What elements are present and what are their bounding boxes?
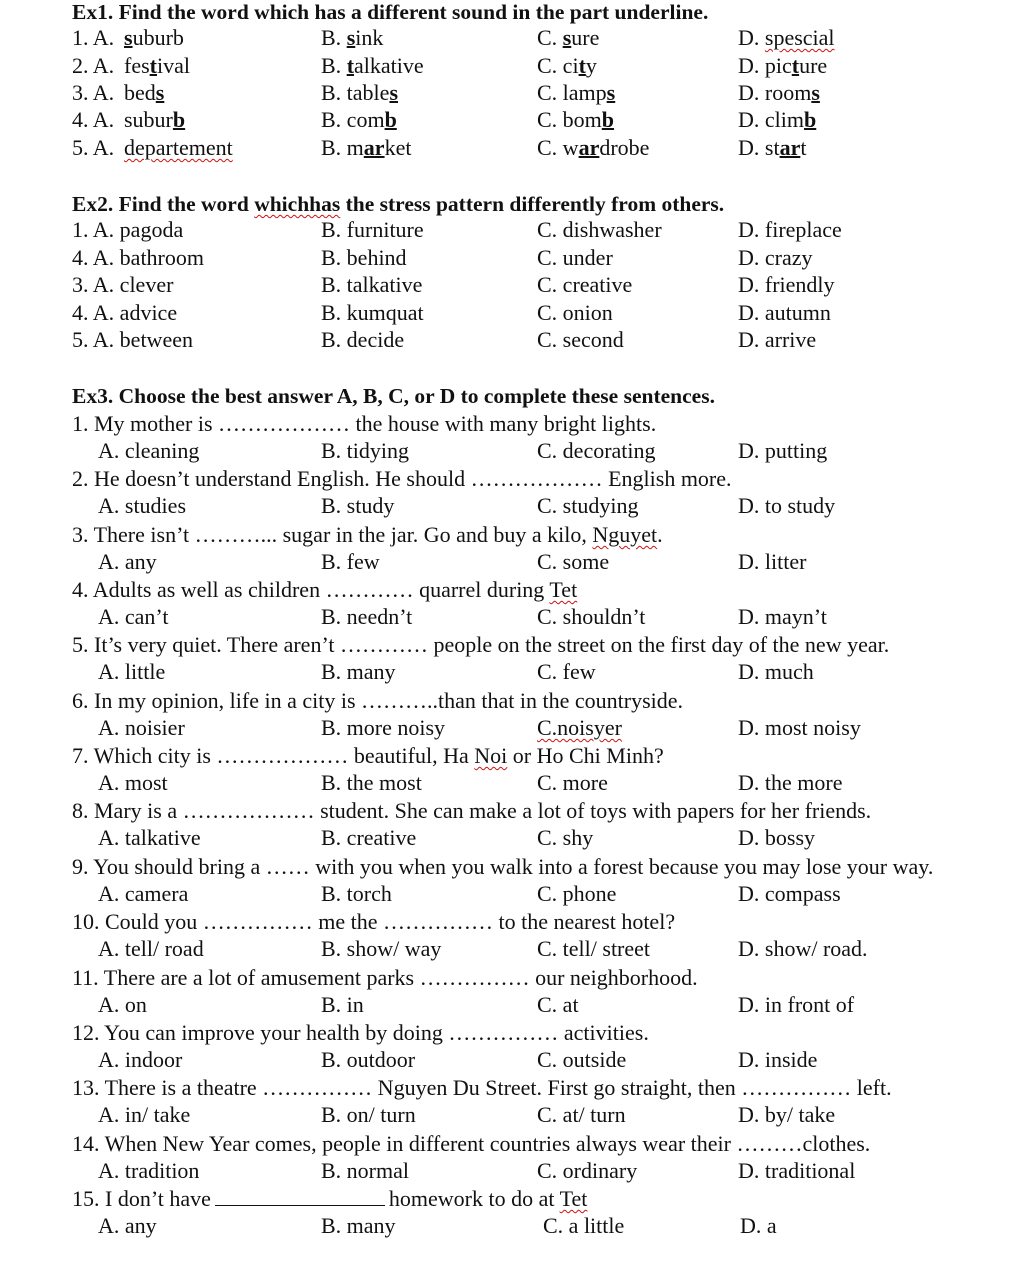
ex3-q3-option-c[interactable]: C. some [537,549,610,574]
ex3-question-4 [72,577,577,603]
ex3-q10-option-c[interactable]: C. tell/ street [537,936,651,961]
ex3-q15-pre: 15. I don’t have [72,1186,211,1211]
ex2-title-post: the stress pattern differently from others. [340,192,725,216]
ex3-q9-option-a[interactable]: A. camera [98,881,189,906]
ex1-row-1-b-pre: B. [321,25,347,50]
ex1-row-3-number: 3. A. [72,80,115,105]
ex1-row-3-d-underlined: s [811,80,820,105]
ex1-row-5-option-a[interactable] [124,135,233,161]
ex3-q14-option-c[interactable]: C. ordinary [537,1158,638,1183]
ex1-row-4-a-pre: subur [124,107,173,132]
ex1-row-2-c-underlined: t [578,53,586,78]
ex3-q15-option-c[interactable]: C. a little [543,1213,625,1238]
ex1-row-1-b-post: ink [355,25,384,50]
ex3-q7-option-a[interactable]: A. most [98,770,168,795]
ex1-row-1-number: 1. A. [72,25,115,50]
ex3-q4-option-d[interactable]: D. mayn’t [738,604,827,629]
ex3-q4-option-c[interactable]: C. shouldn’t [537,604,646,629]
ex3-question-10: 10. Could you …………… me the …………… to the nearest hotel? [72,909,676,934]
ex1-row-5-c-pre: C. w [537,135,579,160]
ex1-row-2-d-underlined: t [791,53,800,78]
ex3-q2-option-a[interactable]: A. studies [98,493,186,518]
ex3-q5-option-b[interactable]: B. many [321,659,396,684]
ex1-row-2-option-c[interactable] [537,53,597,79]
ex1-row-2-c-pre: C. ci [537,53,579,78]
ex3-q3-option-a[interactable]: A. any [98,549,157,574]
ex1-row-5-option-b[interactable] [321,135,411,161]
ex3-q1-option-b[interactable]: B. tidying [321,438,410,463]
ex1-row-3-c-pre: C. lamp [537,80,607,105]
ex1-row-3-c-underlined: s [606,80,616,105]
ex3-q14-option-b[interactable]: B. normal [321,1158,409,1183]
ex1-row-2-a-pre: fes [124,53,150,78]
ex3-q5-option-a[interactable]: A. little [98,659,166,684]
ex3-q1-option-a[interactable]: A. cleaning [98,438,200,463]
ex2-row-2-option-b[interactable]: B. behind [321,245,407,270]
ex3-question-1: 1. My mother is ……………… the house with many bright lights. [72,411,657,436]
ex3-title: Ex3. Choose the best answer A, B, C, or D to complete these sentences. [72,384,715,408]
ex3-question-2: 2. He doesn’t understand English. He should ……………… English more. [72,466,732,491]
ex1-row-2-b-pre: B. [321,53,347,78]
ex3-q3-wavy: Nguyet [592,522,658,547]
ex2-row-5-option-c[interactable]: C. second [537,327,624,352]
ex1-row-4-option-c[interactable] [537,107,614,133]
ex1-row-2-number: 2. A. [72,53,115,78]
ex3-q11-option-a[interactable]: A. on [98,992,147,1017]
ex3-q5-option-c[interactable]: C. few [537,659,596,684]
ex2-row-5-option-a[interactable]: 5. A. between [72,327,193,352]
ex1-row-2-b-post: alkative [354,53,424,78]
ex3-q7-option-d[interactable]: D. the more [738,770,843,795]
ex1-row-2-option-b[interactable] [321,53,424,79]
ex2-row-1-option-c[interactable]: C. dishwasher [537,217,662,242]
ex3-question-12: 12. You can improve your health by doing …………… activities. [72,1020,649,1045]
ex3-q3-option-d[interactable]: D. litter [738,549,807,574]
ex2-row-2-option-c[interactable]: C. under [537,245,613,270]
ex1-row-2-a-underlined: t [149,53,157,78]
ex3-question-13: 13. There is a theatre …………… Nguyen Du Street. First go straight, then …………… left. [72,1075,892,1100]
ex1-row-4-d-pre: D. clim [738,107,804,132]
ex1-row-4-c-pre: C. bom [537,107,602,132]
ex1-row-1-option-b[interactable] [321,25,383,51]
ex3-q7-wavy: Noi [474,743,508,768]
ex3-q3-post: . [657,522,663,547]
ex1-row-4-a-underlined: b [172,107,186,132]
ex1-row-1-c-post: ure [571,25,600,50]
ex3-q3-pre: 3. There isn’t ………... sugar in the jar. Go and buy a kilo, [72,522,593,547]
ex3-q7-pre: 7. Which city is ……………… beautiful, Ha [72,743,475,768]
ex1-row-5-b-underlined: ar [363,135,385,160]
ex2-row-5-option-d[interactable]: D. arrive [738,327,817,352]
ex3-question-5: 5. It’s very quiet. There aren’t ………… people on the street on the first day of the new year. [72,632,890,657]
ex2-row-5-option-b[interactable]: B. decide [321,327,405,352]
ex1-row-5-option-c[interactable] [537,135,649,161]
ex3-q1-option-c[interactable]: C. decorating [537,438,656,463]
ex1-row-2-a-post: ival [156,53,190,78]
ex3-q7-option-b[interactable]: B. the most [321,770,422,795]
ex2-row-3-option-b[interactable]: B. talkative [321,272,423,297]
ex1-row-1-option-d[interactable] [738,25,835,51]
ex2-row-1-option-d[interactable]: D. fireplace [738,217,842,242]
ex3-q12-option-c[interactable]: C. outside [537,1047,627,1072]
ex3-q15-option-b[interactable]: B. many [321,1213,396,1238]
ex3-q7-option-c[interactable]: C. more [537,770,608,795]
ex1-row-2-option-a[interactable] [124,53,190,79]
ex3-q3-option-b[interactable]: B. few [321,549,380,574]
ex3-q2-option-d[interactable]: D. to study [738,493,836,518]
ex2-row-1-option-b[interactable]: B. furniture [321,217,424,242]
ex3-q9-option-c[interactable]: C. phone [537,881,617,906]
ex3-q12-option-b[interactable]: B. outdoor [321,1047,416,1072]
ex3-q12-option-d[interactable]: D. inside [738,1047,818,1072]
ex3-q4-option-b[interactable]: B. needn’t [321,604,413,629]
ex2-row-4-option-d[interactable]: D. autumn [738,300,831,325]
ex3-q8-option-a[interactable]: A. talkative [98,825,201,850]
ex3-question-7 [72,743,664,769]
ex3-q9-option-d[interactable]: D. compass [738,881,841,906]
ex3-q9-option-b[interactable]: B. torch [321,881,392,906]
ex1-row-5-c-post: drobe [599,135,650,160]
ex3-question-11: 11. There are a lot of amusement parks …………… our neighborhood. [72,965,698,990]
ex1-row-1-a-post: uburb [132,25,184,50]
ex1-row-3-d-pre: D. room [738,80,812,105]
ex3-q6-option-a[interactable]: A. noisier [98,715,185,740]
ex1-row-2-option-d[interactable] [738,53,827,79]
ex3-q8-option-c[interactable]: C. shy [537,825,594,850]
ex2-row-4-option-c[interactable]: C. onion [537,300,613,325]
ex1-row-3-option-d[interactable] [738,80,820,106]
ex2-title-pre: Ex2. Find the word [72,192,255,216]
ex3-question-3 [72,522,663,548]
ex3-q15-mid: homework to do at [388,1186,560,1211]
ex2-row-4-option-b[interactable]: B. kumquat [321,300,424,325]
ex2-row-2-option-a[interactable]: 4. A. bathroom [72,245,204,270]
ex1-row-5-a-word: departement [124,135,233,160]
ex3-q5-option-d[interactable]: D. much [738,659,814,684]
ex2-row-3-option-a[interactable]: 3. A. clever [72,272,174,297]
ex1-row-4-b-pre: B. com [321,107,385,132]
ex1-row-3-option-a[interactable] [124,80,164,106]
ex3-q2-option-c[interactable]: C. studying [537,493,639,518]
ex3-q15-blank[interactable] [215,1187,385,1206]
ex3-q13-option-c[interactable]: C. at/ turn [537,1102,626,1127]
ex1-row-4-d-underlined: b [804,107,817,132]
ex3-q6-option-c[interactable] [537,715,622,741]
ex3-q4-pre: 4. Adults as well as children ………… quarrel during [72,577,550,602]
ex1-row-1-d-word: spescial [764,25,835,50]
ex2-row-4-option-a[interactable]: 4. A. advice [72,300,178,325]
ex3-q6-option-d[interactable]: D. most noisy [738,715,861,740]
ex1-row-3-option-c[interactable] [537,80,615,106]
ex3-q13-option-b[interactable]: B. on/ turn [321,1102,416,1127]
ex1-row-4-option-b[interactable] [321,107,397,133]
ex1-row-3-a-underlined: s [155,80,165,105]
ex1-row-5-d-pre: D. st [738,135,780,160]
ex3-q15-wavy: Tet [559,1186,588,1211]
ex1-row-4-b-underlined: b [384,107,397,132]
ex3-q2-option-b[interactable]: B. study [321,493,395,518]
ex3-q13-option-d[interactable]: D. by/ take [738,1102,836,1127]
ex3-q11-option-d[interactable]: D. in front of [738,992,855,1017]
ex3-q4-option-a[interactable]: A. can’t [98,604,169,629]
ex3-q12-option-a[interactable]: A. indoor [98,1047,183,1072]
ex1-row-2-d-post: ure [799,53,828,78]
ex3-q6-c-wavy: C.noisyer [537,715,622,740]
ex3-question-15 [72,1186,587,1212]
ex1-row-5-c-underlined: ar [578,135,600,160]
ex3-q11-option-c[interactable]: C. at [537,992,579,1017]
ex1-row-1-option-c[interactable] [537,25,599,51]
ex3-q10-option-a[interactable]: A. tell/ road [98,936,204,961]
ex1-row-1-d-prefix: D. [738,25,765,50]
ex1-row-5-option-d[interactable] [738,135,806,161]
ex3-q15-option-d[interactable]: D. a [740,1213,777,1238]
ex1-row-2-b-underlined: t [346,53,355,78]
ex2-row-1-option-a[interactable]: 1. A. pagoda [72,217,184,242]
ex3-question-9: 9. You should bring a …… with you when you walk into a forest because you may lose your way. [72,854,934,879]
ex1-row-1-a-underlined: s [124,25,133,50]
ex1-title: Ex1. Find the word which has a different sound in the part underline. [72,0,709,24]
ex1-row-3-b-underlined: s [389,80,398,105]
ex3-q14-option-a[interactable]: A. tradition [98,1158,200,1183]
ex3-q13-option-a[interactable]: A. in/ take [98,1102,191,1127]
ex3-q11-option-b[interactable]: B. in [321,992,364,1017]
ex3-q14-option-d[interactable]: D. traditional [738,1158,856,1183]
ex1-row-4-option-a[interactable] [124,107,185,133]
ex3-q4-wavy: Tet [549,577,578,602]
ex1-row-5-b-pre: B. m [321,135,364,160]
ex3-q15-option-a[interactable]: A. any [98,1213,157,1238]
ex1-row-2-d-pre: D. pic [738,53,792,78]
ex2-row-2-option-d[interactable]: D. crazy [738,245,813,270]
ex1-row-2-c-post: y [585,53,597,78]
ex2-row-3-option-d[interactable]: D. friendly [738,272,835,297]
ex1-row-4-c-underlined: b [601,107,615,132]
ex3-question-14: 14. When New Year comes, people in different countries always wear their ………clothes. [72,1131,871,1156]
ex1-row-4-number: 4. A. [72,107,115,132]
ex1-row-1-b-underlined: s [346,25,356,50]
ex3-q10-option-b[interactable]: B. show/ way [321,936,442,961]
ex3-q8-option-b[interactable]: B. creative [321,825,417,850]
ex3-q1-option-d[interactable]: D. putting [738,438,828,463]
ex1-row-5-b-post: ket [384,135,412,160]
ex1-row-3-b-pre: B. table [321,80,390,105]
ex1-row-1-c-pre: C. [537,25,563,50]
ex3-q8-option-d[interactable]: D. bossy [738,825,816,850]
ex1-row-5-d-underlined: ar [779,135,801,160]
ex1-row-3-a-pre: bed [124,80,156,105]
ex2-row-3-option-c[interactable]: C. creative [537,272,633,297]
ex1-row-3-option-b[interactable] [321,80,398,106]
ex2-title-wavy: whichhas [254,192,341,216]
ex1-row-1-option-a[interactable] [124,25,184,51]
ex3-q7-post: or Ho Chi Minh? [507,743,664,768]
ex1-row-4-option-d[interactable] [738,107,816,133]
ex3-question-6: 6. In my opinion, life in a city is ………..than that in the countryside. [72,688,684,713]
ex1-row-5-d-post: t [800,135,807,160]
ex1-row-1-c-underlined: s [562,25,572,50]
ex1-row-5-number: 5. A. [72,135,115,160]
ex3-q6-option-b[interactable]: B. more noisy [321,715,446,740]
ex2-title [72,192,724,216]
ex3-q10-option-d[interactable]: D. show/ road. [738,936,868,961]
ex3-question-8: 8. Mary is a ……………… student. She can make a lot of toys with papers for her friends. [72,798,872,823]
